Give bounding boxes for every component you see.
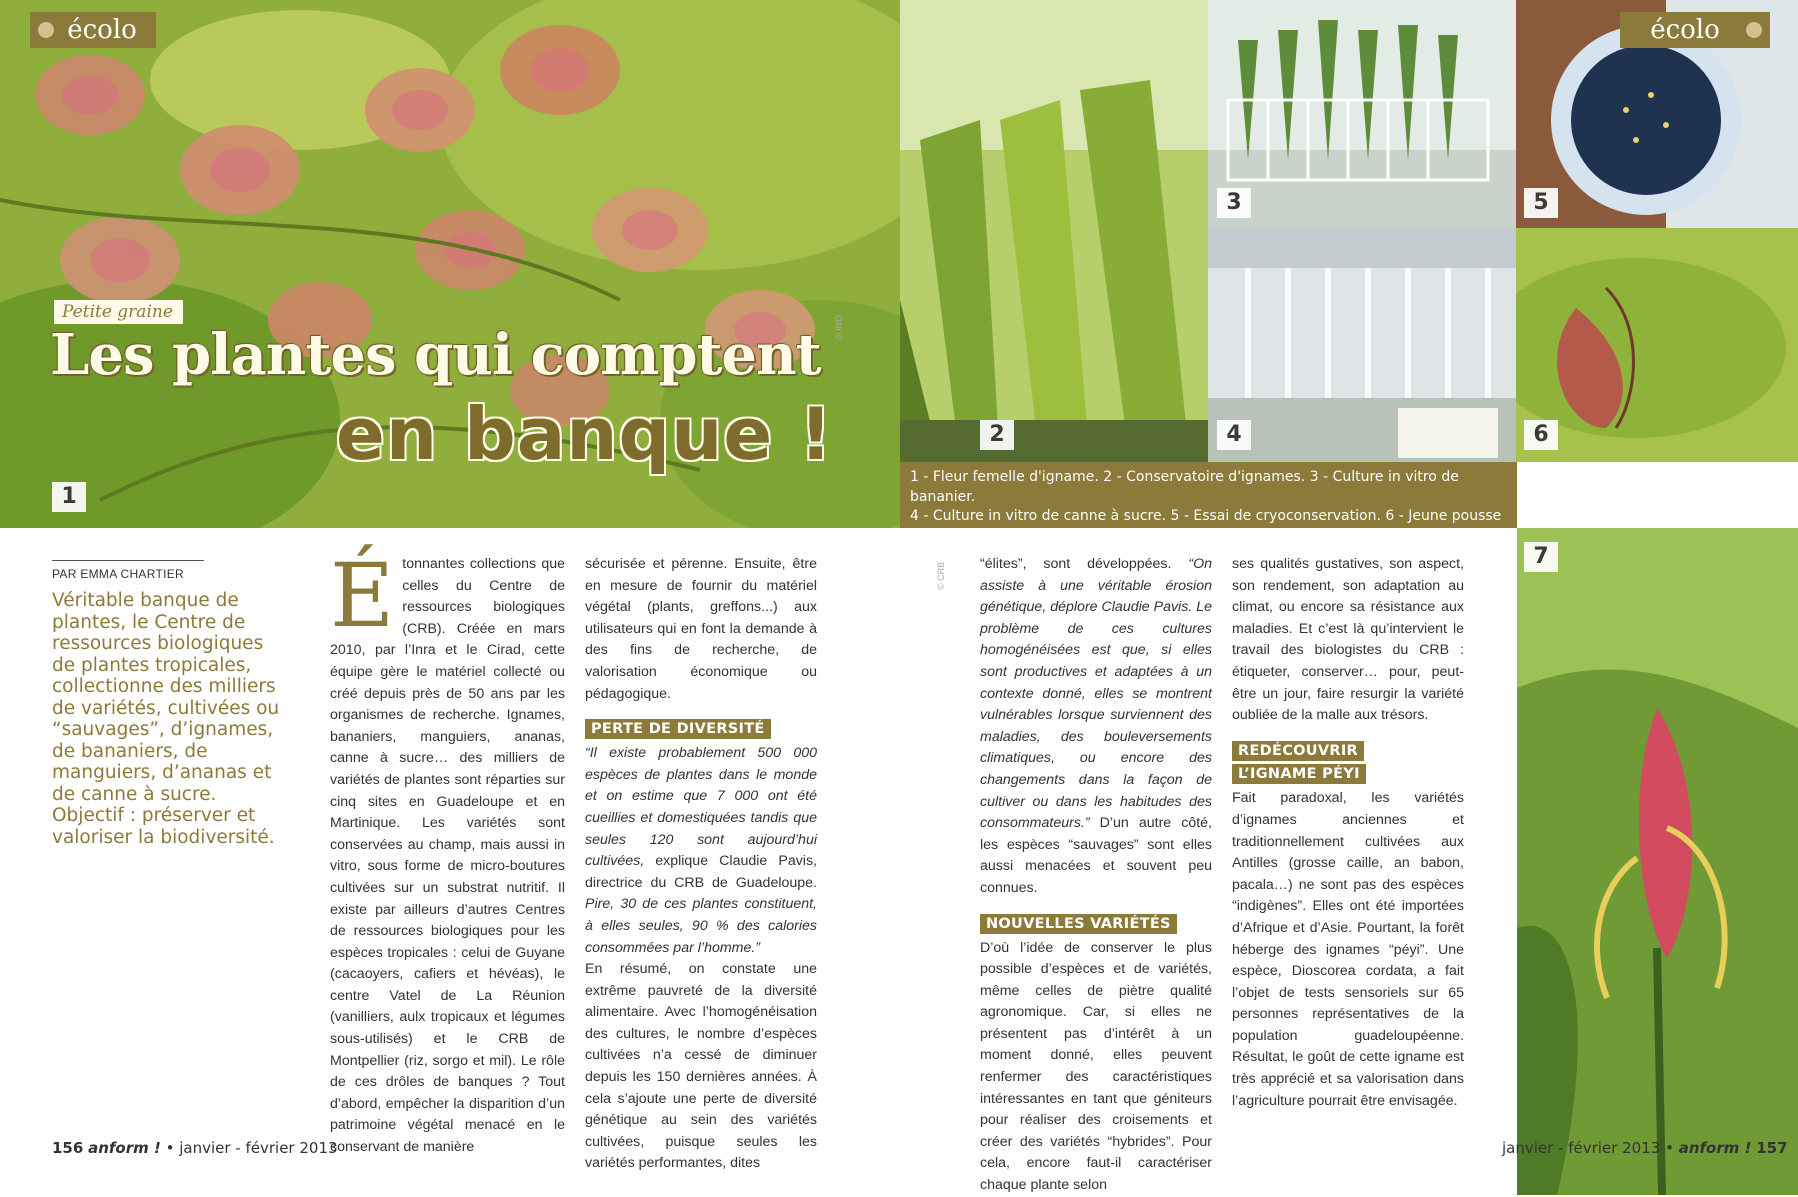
photo-cane-invitro bbox=[1208, 228, 1516, 462]
photo-banana-invitro bbox=[1208, 0, 1516, 228]
subhead-nouvelles-varietes: NOUVELLES VARIÉTÉS bbox=[980, 914, 1177, 934]
caption-line-3: 7 - Bananier ornemental. bbox=[910, 547, 1086, 563]
photo-number-4: 4 bbox=[1217, 420, 1251, 450]
photo-caption bbox=[900, 462, 1517, 563]
photo-number-1: 1 bbox=[52, 482, 86, 512]
photo-number-5: 5 bbox=[1524, 188, 1558, 218]
photo-yam-sprout bbox=[1516, 228, 1798, 462]
quote-text-2: Pire, 30 de ces plantes constituent, à elles seules, 90 % des calories consommées par l’homme.” bbox=[585, 896, 817, 956]
column-2-paragraph-3: En résumé, on constate une extrême pauvreté de la diversité alimentaire. Avec l’homogénéisation des cultures, le nombre d’espèces cultivées n’a cessé de diminuer depuis les 150 dernières années. À cela s’ajoute une perte de diversité génétique au sein des variétés cultivées, puisque seules les variétés performantes, dites bbox=[585, 961, 817, 1172]
subhead-igname-peyi: L’IGNAME PÉYI bbox=[1232, 764, 1366, 784]
caption-line-2: 4 - Culture in vitro de canne à sucre. 5 - Essai de cryoconservation. 6 - Jeune pousse d'igname. bbox=[910, 508, 1502, 544]
article-column-4 bbox=[1232, 554, 1464, 1112]
section-dot-icon bbox=[38, 22, 54, 38]
article-column-3 bbox=[980, 554, 1212, 1197]
byline: PAR EMMA CHARTIER bbox=[52, 560, 204, 581]
page-number-right: 157 bbox=[1756, 1139, 1788, 1157]
caption-line-1: 1 - Fleur femelle d'igname. 2 - Conservatoire d'ignames. 3 - Culture in vitro de bananier. bbox=[910, 469, 1459, 505]
subhead-perte-diversite: PERTE DE DIVERSITÉ bbox=[585, 719, 771, 739]
column-3-outro: D’un autre côté, les espèces “sauvages” sont elles aussi menacées et souvent peu connues. bbox=[980, 815, 1212, 896]
headline-kicker: Petite graine bbox=[54, 300, 183, 324]
photo-credit-ird: © IRD bbox=[834, 315, 844, 340]
standfirst: Véritable banque de plantes, le Centre de ressources biologiques de plantes tropicales, collectionne des milliers de variétés, cultivées ou “sauvages”, d’ignames, de bananiers, de manguiers, d’ananas et de canne à sucre. Objectif : préserver et valoriser la biodiversité. bbox=[52, 590, 280, 848]
issue-date: janvier - février 2013 bbox=[1502, 1139, 1661, 1157]
subhead-block bbox=[1232, 733, 1464, 789]
quote-attribution: explique Claudie Pavis, directrice du CRB de Guadeloupe. bbox=[585, 853, 817, 891]
photo-ornamental-banana bbox=[1517, 528, 1798, 1195]
column-4-paragraph-2: Fait paradoxal, les variétés d’ignames anciennes et traditionnellement cultivées aux Antilles (grosse caille, an babon, pacala…) ne sont pas des espèces “indigènes”. Elles ont été importées d’Afrique et d’Asie. Pourtant, la forêt héberge des ignames “péyi”. Une espèce, Dioscorea cordata, a fait l’objet de tests sensoriels sur 65 personnes représentatives de la population guadeloupéenne. Résultat, le goût de cette igname est très apprécié et sa valorisation dans l’agriculture pourrait être envisagée. bbox=[1232, 790, 1464, 1109]
subhead-redecouvrir: REDÉCOUVRIR bbox=[1232, 741, 1364, 761]
issue-date: janvier - février 2013 bbox=[179, 1139, 338, 1157]
headline-line-2: en banque ! bbox=[336, 392, 834, 476]
magazine-name: anform ! bbox=[88, 1139, 161, 1157]
section-label-text: écolo bbox=[1650, 15, 1720, 45]
quote-text: “Il existe probablement 500 000 espèces de plantes dans le monde et on estime que 7 000 ont été cueillies et domestiquées tandis que seules 120 sont aujourd’hui cultivées, bbox=[585, 745, 817, 870]
footer-left: 156 anform ! • janvier - février 2013 bbox=[52, 1139, 338, 1157]
section-dot-icon bbox=[1746, 22, 1762, 38]
column-3-intro: “élites”, sont développées. bbox=[980, 556, 1189, 572]
dropcap: É bbox=[330, 544, 395, 647]
photo-yam-greenhouse bbox=[900, 0, 1208, 462]
column-3-quote: “On assiste à une véritable érosion génétique, déplore Claudie Pavis. Le problème de ces cultures homogénéisées est que, si elles sont productives et adaptées à un contexte donné, elles se montrent vulnérables lorsque surviennent des maladies, des bouleversements climatiques, ou encore des changements dans la façon de cultiver ou dans les habitudes des consommateurs.” bbox=[980, 556, 1212, 832]
article-column-1 bbox=[330, 544, 565, 1159]
magazine-name: anform ! bbox=[1678, 1139, 1752, 1157]
column-3-paragraph bbox=[980, 554, 1212, 900]
photo-number-7: 7 bbox=[1524, 542, 1558, 572]
footer-right: janvier - février 2013 • anform ! 157 bbox=[1502, 1139, 1788, 1157]
column-2-paragraph: sécurisée et pérenne. Ensuite, être en mesure de fournir du matériel végétal (plants, greffons...) aux utilisateurs qui en font la demande à des fins de recherche, de valorisation économique ou pédagogique. bbox=[585, 556, 817, 702]
column-4-paragraph: ses qualités gustatives, son aspect, son rendement, son adaptation au climat, ou encore sa résistance aux maladies. Et c’est là qu’intervient le travail des biologistes du CRB : étiqueter, conserver… pour, peut-être un jour, faire resurgir la variété oubliée de la malle aux trésors. bbox=[1232, 556, 1464, 724]
photo-number-2: 2 bbox=[980, 420, 1014, 450]
column-1-text: tonnantes collections que celles du Centre de ressources biologiques (CRB). Créée en mars 2010, par l’Inra et le Cirad, cette équipe gère le matériel collecté ou créé depuis près de 50 ans par les organismes de recherche. Ignames, bananiers, manguiers, ananas, canne à sucre… des milliers de variétés de plantes sont réparties sur cinq sites en Guadeloupe et en Martinique. Les variétés sont conservées au champ, mais aussi in vitro, sous forme de micro-boutures cultivées sur un substrat nutritif. Il existe par ailleurs d’autres Centres de ressources biologiques pour les espèces tropicales : celui de Guyane (cacaoyers, cafiers et hévéas), le centre Vatel de La Réunion (vanilliers, aulx tropicaux et légumes sous-utilisés) et le CRB de Montpellier (riz, sorgo et mil). Le rôle de ces drôles de banques ? Tout d’abord, empêcher la disparition d’un patrimoine végétal menacé en le conservant de manière bbox=[330, 556, 565, 1156]
column-2-quote-paragraph bbox=[585, 743, 817, 959]
photo-number-3: 3 bbox=[1217, 188, 1251, 218]
photo-number-6: 6 bbox=[1524, 420, 1558, 450]
column-3-paragraph-2: D’où l’idée de conserver le plus possible d’espèces et de variétés, même celles de piètre qualité agronomique. Car, si elles ne présentent pas d’intérêt à un moment donné, elles peuvent renfermer des caractéristiques intéressantes en tant que géniteurs pour réaliser des croisements et créer des variétés “hybrides”. Pour cela, encore faut-il caractériser chaque plante selon bbox=[980, 939, 1212, 1194]
article-column-2 bbox=[585, 554, 817, 1175]
headline-line-1: Les plantes qui comptent bbox=[50, 322, 821, 388]
page-number-left: 156 bbox=[52, 1139, 84, 1157]
section-label-left bbox=[30, 12, 156, 48]
section-label-text: écolo bbox=[67, 15, 137, 45]
section-label-right bbox=[1620, 12, 1770, 48]
photo-credit-crb: © CRB bbox=[936, 561, 946, 590]
